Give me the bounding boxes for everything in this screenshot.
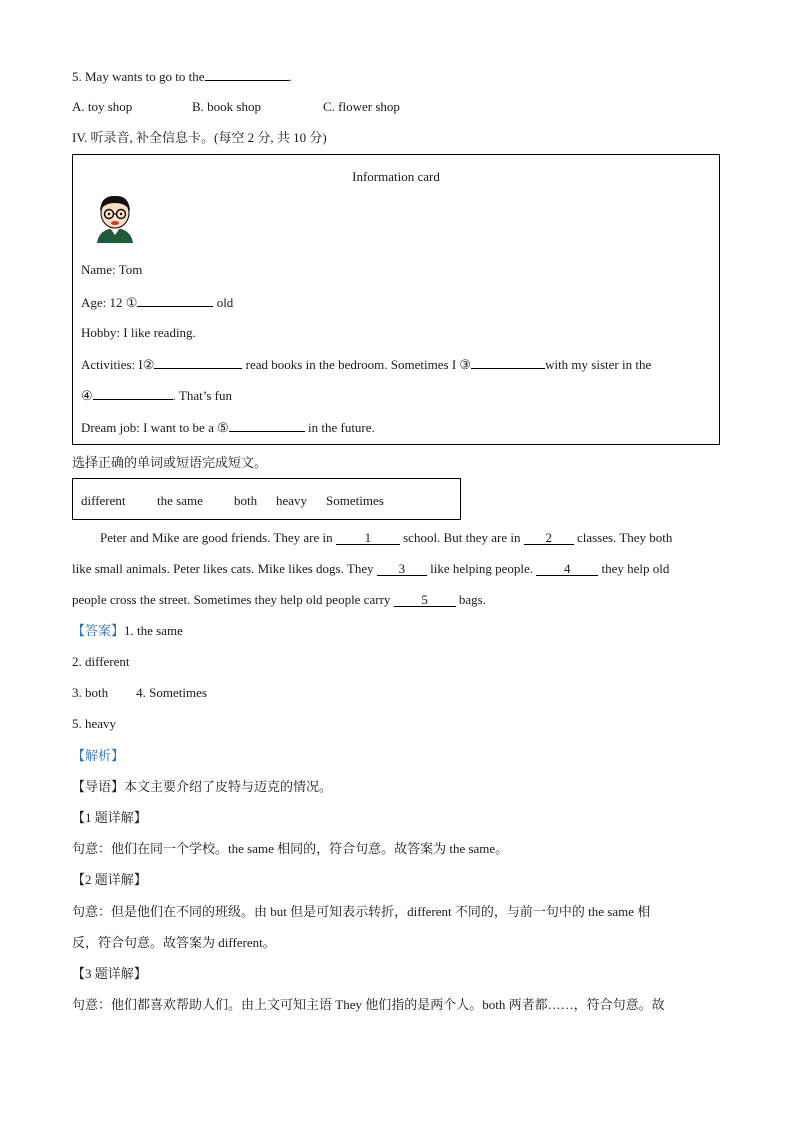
word-bank: [72, 478, 461, 520]
answer-line-1: 【答案】1. the same: [72, 623, 183, 638]
question-5: 5. May wants to go to the .: [72, 69, 292, 84]
card-title: Information card: [352, 169, 440, 184]
answer-tag: 【答案】: [72, 623, 125, 638]
option-a: A. toy shop: [72, 99, 133, 114]
analysis-tag: 【解析】: [72, 748, 125, 763]
section-5-title: 选择正确的单词或短语完成短文。: [72, 455, 268, 470]
boy-avatar-icon: [93, 191, 137, 243]
detail-3-text: 句意：他们都喜欢帮助人们。由上文可知主语 They 他们指的是两个人。both 两者都……，符合句意。故: [72, 997, 665, 1012]
word-bank-item: the same: [157, 493, 203, 508]
detail-2-title: 【2 题详解】: [72, 872, 147, 887]
passage-blank-2: 2: [524, 531, 574, 545]
analysis-intro: 【导语】本文主要介绍了皮特与迈克的情况。: [72, 779, 333, 794]
word-bank-item: different: [81, 493, 126, 508]
word-bank-item: Sometimes: [326, 493, 384, 508]
section-4-title: IV. 听录音, 补全信息卡。(每空 2 分, 共 10 分): [72, 130, 327, 145]
question-5-stem: 5. May wants to go to the: [72, 69, 205, 84]
detail-2-text: 句意：但是他们在不同的班级。由 but 但是可知表示转折，different 不同的，与前一句中的 the same 相: [72, 904, 651, 919]
answer-line-2: 2. different: [72, 654, 130, 669]
word-bank-item: both: [234, 493, 258, 508]
passage-line-3: people cross the street. Sometimes they help old people carry 5 bags.: [72, 592, 486, 607]
passage-blank-1: 1: [336, 531, 400, 545]
blank-5: [229, 419, 305, 432]
passage-blank-3: 3: [377, 562, 427, 576]
detail-1-text: 句意：他们在同一个学校。the same 相同的，符合句意。故答案为 the same。: [72, 841, 509, 856]
blank-4: [93, 387, 173, 400]
passage-blank-4: 4: [536, 562, 598, 576]
passage-line-2: like small animals. Peter likes cats. Mike likes dogs. They 3 like helping people. 4 they help old: [72, 561, 670, 576]
card-activities-cont: ④ . That’s fun: [81, 388, 232, 403]
passage-blank-5: 5: [394, 593, 456, 607]
information-card: [72, 154, 720, 445]
passage-line-1: Peter and Mike are good friends. They are in 1 school. But they are in 2 classes. They both: [100, 530, 673, 545]
option-c: C. flower shop: [323, 99, 400, 114]
detail-1-title: 【1 题详解】: [72, 810, 147, 825]
answer-line-5: 5. heavy: [72, 716, 117, 731]
card-hobby: Hobby: I like reading.: [81, 325, 196, 340]
word-bank-item: heavy: [276, 493, 308, 508]
blank-1: [137, 294, 213, 307]
option-b: B. book shop: [192, 99, 261, 114]
answer-line-3: 3. both 4. Sometimes: [72, 685, 207, 700]
card-name: Name: Tom: [81, 262, 143, 277]
detail-3-title: 【3 题详解】: [72, 966, 147, 981]
answer-blank: [205, 68, 289, 81]
detail-2-text-cont: 反，符合句意。故答案为 different。: [72, 935, 276, 950]
card-activities: Activities: I② read books in the bedroom. Sometimes I ③ with my sister in the: [81, 357, 652, 372]
card-age: Age: 12 ① old: [81, 295, 234, 310]
card-dream-job: Dream job: I want to be a ⑤ in the future.: [81, 420, 375, 435]
blank-2: [154, 356, 242, 369]
blank-3: [471, 356, 545, 369]
